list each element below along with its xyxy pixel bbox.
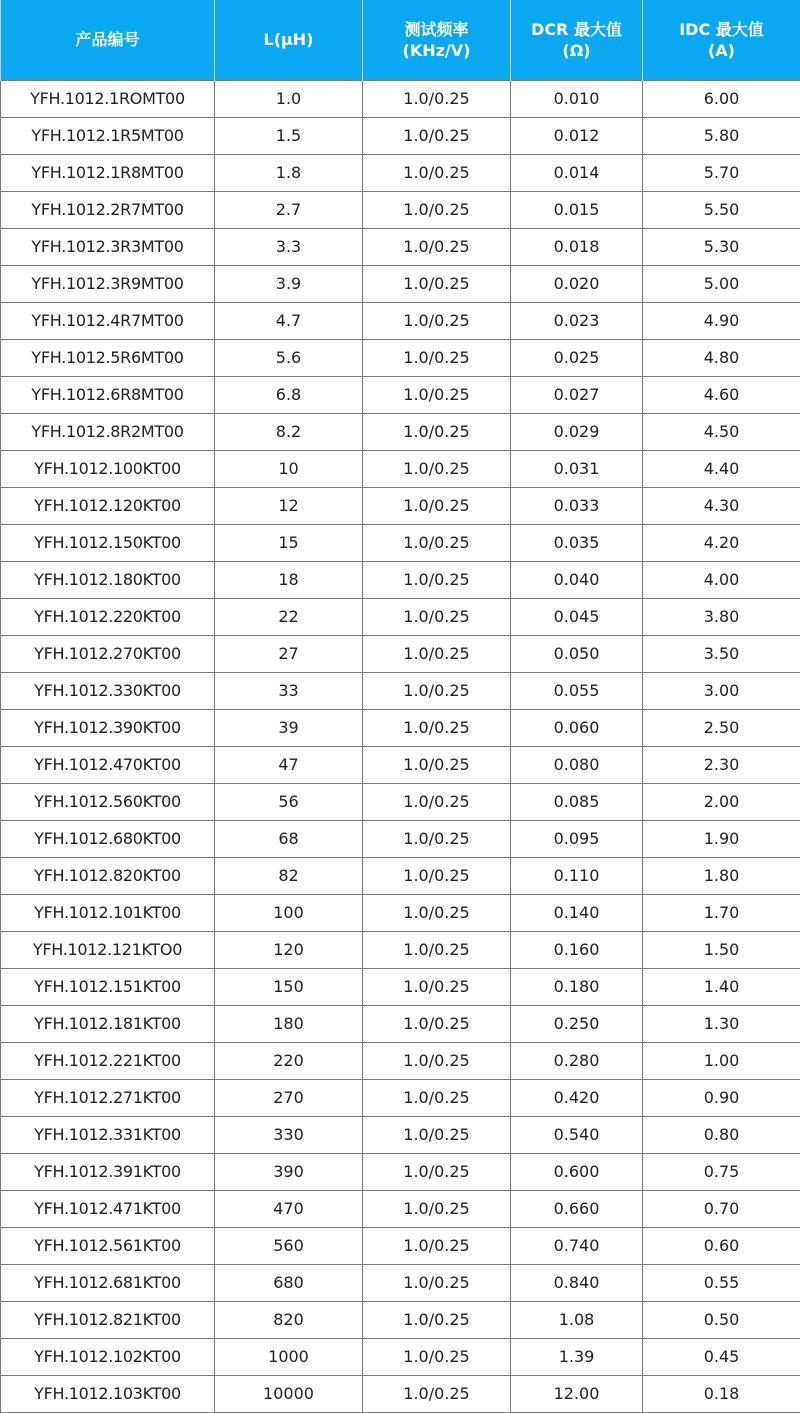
- dcr-max-cell: 0.420: [511, 1079, 643, 1116]
- inductance-cell: 15: [215, 524, 363, 561]
- test-frequency-cell: 1.0/0.25: [363, 968, 511, 1005]
- inductance-cell: 150: [215, 968, 363, 1005]
- table-row: [1, 154, 800, 191]
- dcr-max-cell: 0.010: [511, 80, 643, 117]
- inductance-cell: 470: [215, 1190, 363, 1227]
- idc-max-cell: 1.00: [643, 1042, 800, 1079]
- test-frequency-cell: 1.0/0.25: [363, 672, 511, 709]
- header-test-frequency: [363, 0, 511, 80]
- test-frequency-cell: 1.0/0.25: [363, 191, 511, 228]
- part-number-cell: YFH.1012.120KT00: [1, 487, 215, 524]
- idc-max-cell: 3.80: [643, 598, 800, 635]
- dcr-max-cell: 0.060: [511, 709, 643, 746]
- part-number-cell: YFH.1012.820KT00: [1, 857, 215, 894]
- part-number-cell: YFH.1012.561KT00: [1, 1227, 215, 1264]
- dcr-max-cell: 0.280: [511, 1042, 643, 1079]
- part-number-cell: YFH.1012.270KT00: [1, 635, 215, 672]
- inductance-cell: 47: [215, 746, 363, 783]
- test-frequency-cell: 1.0/0.25: [363, 1227, 511, 1264]
- table-row: [1, 820, 800, 857]
- table-row: [1, 1190, 800, 1227]
- table-row: [1, 1116, 800, 1153]
- part-number-cell: YFH.1012.151KT00: [1, 968, 215, 1005]
- dcr-max-cell: 0.055: [511, 672, 643, 709]
- dcr-max-cell: 0.035: [511, 524, 643, 561]
- test-frequency-cell: 1.0/0.25: [363, 783, 511, 820]
- table-header: [1, 0, 800, 80]
- header-dcr-max-label: DCR 最大值: [511, 19, 642, 40]
- inductance-cell: 10000: [215, 1375, 363, 1412]
- inductance-cell: 220: [215, 1042, 363, 1079]
- inductance-cell: 56: [215, 783, 363, 820]
- test-frequency-cell: 1.0/0.25: [363, 1190, 511, 1227]
- idc-max-cell: 1.90: [643, 820, 800, 857]
- idc-max-cell: 4.20: [643, 524, 800, 561]
- inductance-cell: 3.9: [215, 265, 363, 302]
- idc-max-cell: 4.80: [643, 339, 800, 376]
- idc-max-cell: 4.00: [643, 561, 800, 598]
- test-frequency-cell: 1.0/0.25: [363, 265, 511, 302]
- inductance-cell: 33: [215, 672, 363, 709]
- part-number-cell: YFH.1012.1R5MT00: [1, 117, 215, 154]
- table-row: [1, 117, 800, 154]
- part-number-cell: YFH.1012.180KT00: [1, 561, 215, 598]
- part-number-cell: YFH.1012.3R3MT00: [1, 228, 215, 265]
- idc-max-cell: 0.90: [643, 1079, 800, 1116]
- test-frequency-cell: 1.0/0.25: [363, 894, 511, 931]
- table-row: [1, 302, 800, 339]
- idc-max-cell: 0.60: [643, 1227, 800, 1264]
- dcr-max-cell: 0.160: [511, 931, 643, 968]
- dcr-max-cell: 0.029: [511, 413, 643, 450]
- inductance-cell: 18: [215, 561, 363, 598]
- idc-max-cell: 1.50: [643, 931, 800, 968]
- dcr-max-cell: 1.39: [511, 1338, 643, 1375]
- table-row: [1, 746, 800, 783]
- test-frequency-cell: 1.0/0.25: [363, 228, 511, 265]
- part-number-cell: YFH.1012.150KT00: [1, 524, 215, 561]
- part-number-cell: YFH.1012.6R8MT00: [1, 376, 215, 413]
- header-part-number: [1, 0, 215, 80]
- idc-max-cell: 5.00: [643, 265, 800, 302]
- dcr-max-cell: 0.015: [511, 191, 643, 228]
- inductance-cell: 22: [215, 598, 363, 635]
- part-number-cell: YFH.1012.330KT00: [1, 672, 215, 709]
- idc-max-cell: 4.50: [643, 413, 800, 450]
- part-number-cell: YFH.1012.821KT00: [1, 1301, 215, 1338]
- part-number-cell: YFH.1012.680KT00: [1, 820, 215, 857]
- test-frequency-cell: 1.0/0.25: [363, 413, 511, 450]
- dcr-max-cell: 0.110: [511, 857, 643, 894]
- header-part-number-label: 产品编号: [1, 29, 214, 50]
- test-frequency-cell: 1.0/0.25: [363, 635, 511, 672]
- table-row: [1, 265, 800, 302]
- idc-max-cell: 2.00: [643, 783, 800, 820]
- inductance-cell: 6.8: [215, 376, 363, 413]
- dcr-max-cell: 0.140: [511, 894, 643, 931]
- inductance-cell: 1.8: [215, 154, 363, 191]
- test-frequency-cell: 1.0/0.25: [363, 487, 511, 524]
- dcr-max-cell: 0.040: [511, 561, 643, 598]
- table-row: [1, 524, 800, 561]
- table-row: [1, 598, 800, 635]
- idc-max-cell: 5.70: [643, 154, 800, 191]
- dcr-max-cell: 0.025: [511, 339, 643, 376]
- test-frequency-cell: 1.0/0.25: [363, 450, 511, 487]
- table-row: [1, 1005, 800, 1042]
- part-number-cell: YFH.1012.271KT00: [1, 1079, 215, 1116]
- idc-max-cell: 4.60: [643, 376, 800, 413]
- idc-max-cell: 0.70: [643, 1190, 800, 1227]
- table-row: [1, 1375, 800, 1412]
- idc-max-cell: 5.30: [643, 228, 800, 265]
- table-row: [1, 857, 800, 894]
- part-number-cell: YFH.1012.100KT00: [1, 450, 215, 487]
- table-row: [1, 376, 800, 413]
- dcr-max-cell: 0.740: [511, 1227, 643, 1264]
- part-number-cell: YFH.1012.220KT00: [1, 598, 215, 635]
- dcr-max-cell: 0.027: [511, 376, 643, 413]
- inductance-cell: 3.3: [215, 228, 363, 265]
- part-number-cell: YFH.1012.560KT00: [1, 783, 215, 820]
- dcr-max-cell: 12.00: [511, 1375, 643, 1412]
- inductance-cell: 560: [215, 1227, 363, 1264]
- inductance-cell: 4.7: [215, 302, 363, 339]
- dcr-max-cell: 0.540: [511, 1116, 643, 1153]
- inductance-cell: 390: [215, 1153, 363, 1190]
- table-row: [1, 635, 800, 672]
- table-row: [1, 561, 800, 598]
- test-frequency-cell: 1.0/0.25: [363, 1042, 511, 1079]
- table-row: [1, 450, 800, 487]
- part-number-cell: YFH.1012.681KT00: [1, 1264, 215, 1301]
- header-idc-max: [643, 0, 800, 80]
- table-row: [1, 339, 800, 376]
- idc-max-cell: 6.00: [643, 80, 800, 117]
- dcr-max-cell: 0.018: [511, 228, 643, 265]
- dcr-max-cell: 0.023: [511, 302, 643, 339]
- inductance-cell: 5.6: [215, 339, 363, 376]
- inductance-cell: 120: [215, 931, 363, 968]
- test-frequency-cell: 1.0/0.25: [363, 746, 511, 783]
- dcr-max-cell: 0.050: [511, 635, 643, 672]
- part-number-cell: YFH.1012.331KT00: [1, 1116, 215, 1153]
- test-frequency-cell: 1.0/0.25: [363, 1301, 511, 1338]
- part-number-cell: YFH.1012.4R7MT00: [1, 302, 215, 339]
- inductance-cell: 180: [215, 1005, 363, 1042]
- test-frequency-cell: 1.0/0.25: [363, 1375, 511, 1412]
- part-number-cell: YFH.1012.8R2MT00: [1, 413, 215, 450]
- test-frequency-cell: 1.0/0.25: [363, 1116, 511, 1153]
- table-row: [1, 1264, 800, 1301]
- idc-max-cell: 1.70: [643, 894, 800, 931]
- part-number-cell: YFH.1012.471KT00: [1, 1190, 215, 1227]
- inductance-cell: 8.2: [215, 413, 363, 450]
- table-row: [1, 1301, 800, 1338]
- dcr-max-cell: 0.840: [511, 1264, 643, 1301]
- table-row: [1, 1153, 800, 1190]
- part-number-cell: YFH.1012.3R9MT00: [1, 265, 215, 302]
- test-frequency-cell: 1.0/0.25: [363, 339, 511, 376]
- header-row: [1, 0, 800, 80]
- table-row: [1, 191, 800, 228]
- part-number-cell: YFH.1012.1ROMT00: [1, 80, 215, 117]
- inductance-cell: 680: [215, 1264, 363, 1301]
- idc-max-cell: 5.80: [643, 117, 800, 154]
- header-inductance-label: L(μH): [215, 29, 362, 50]
- inductance-cell: 2.7: [215, 191, 363, 228]
- part-number-cell: YFH.1012.1R8MT00: [1, 154, 215, 191]
- test-frequency-cell: 1.0/0.25: [363, 80, 511, 117]
- idc-max-cell: 1.80: [643, 857, 800, 894]
- header-inductance: [215, 0, 363, 80]
- inductance-cell: 100: [215, 894, 363, 931]
- table-row: [1, 80, 800, 117]
- idc-max-cell: 3.50: [643, 635, 800, 672]
- part-number-cell: YFH.1012.181KT00: [1, 1005, 215, 1042]
- test-frequency-cell: 1.0/0.25: [363, 302, 511, 339]
- idc-max-cell: 2.30: [643, 746, 800, 783]
- table-row: [1, 1338, 800, 1375]
- test-frequency-cell: 1.0/0.25: [363, 117, 511, 154]
- dcr-max-cell: 0.095: [511, 820, 643, 857]
- inductance-cell: 330: [215, 1116, 363, 1153]
- idc-max-cell: 0.45: [643, 1338, 800, 1375]
- inductance-cell: 820: [215, 1301, 363, 1338]
- inductance-cell: 10: [215, 450, 363, 487]
- table-row: [1, 1227, 800, 1264]
- idc-max-cell: 0.75: [643, 1153, 800, 1190]
- table-row: [1, 487, 800, 524]
- test-frequency-cell: 1.0/0.25: [363, 931, 511, 968]
- dcr-max-cell: 0.600: [511, 1153, 643, 1190]
- table-row: [1, 783, 800, 820]
- inductance-cell: 27: [215, 635, 363, 672]
- test-frequency-cell: 1.0/0.25: [363, 1005, 511, 1042]
- idc-max-cell: 4.30: [643, 487, 800, 524]
- test-frequency-cell: 1.0/0.25: [363, 820, 511, 857]
- test-frequency-cell: 1.0/0.25: [363, 154, 511, 191]
- idc-max-cell: 4.90: [643, 302, 800, 339]
- dcr-max-cell: 0.020: [511, 265, 643, 302]
- inductance-cell: 82: [215, 857, 363, 894]
- idc-max-cell: 4.40: [643, 450, 800, 487]
- inductance-cell: 68: [215, 820, 363, 857]
- table-row: [1, 1042, 800, 1079]
- test-frequency-cell: 1.0/0.25: [363, 1153, 511, 1190]
- part-number-cell: YFH.1012.470KT00: [1, 746, 215, 783]
- test-frequency-cell: 1.0/0.25: [363, 598, 511, 635]
- idc-max-cell: 3.00: [643, 672, 800, 709]
- idc-max-cell: 1.30: [643, 1005, 800, 1042]
- part-number-cell: YFH.1012.102KT00: [1, 1338, 215, 1375]
- idc-max-cell: 0.18: [643, 1375, 800, 1412]
- part-number-cell: YFH.1012.221KT00: [1, 1042, 215, 1079]
- part-number-cell: YFH.1012.2R7MT00: [1, 191, 215, 228]
- idc-max-cell: 2.50: [643, 709, 800, 746]
- dcr-max-cell: 0.085: [511, 783, 643, 820]
- test-frequency-cell: 1.0/0.25: [363, 376, 511, 413]
- dcr-max-cell: 0.012: [511, 117, 643, 154]
- header-idc-max-label: IDC 最大值: [643, 19, 800, 40]
- part-number-cell: YFH.1012.103KT00: [1, 1375, 215, 1412]
- table-row: [1, 894, 800, 931]
- dcr-max-cell: 0.031: [511, 450, 643, 487]
- part-number-cell: YFH.1012.390KT00: [1, 709, 215, 746]
- table-row: [1, 413, 800, 450]
- dcr-max-cell: 0.080: [511, 746, 643, 783]
- test-frequency-cell: 1.0/0.25: [363, 857, 511, 894]
- part-number-cell: YFH.1012.121KTO0: [1, 931, 215, 968]
- header-dcr-max-unit: (Ω): [511, 40, 642, 61]
- table-row: [1, 968, 800, 1005]
- inductance-cell: 1000: [215, 1338, 363, 1375]
- dcr-max-cell: 0.660: [511, 1190, 643, 1227]
- dcr-max-cell: 0.033: [511, 487, 643, 524]
- table-row: [1, 709, 800, 746]
- test-frequency-cell: 1.0/0.25: [363, 561, 511, 598]
- header-test-frequency-unit: (KHz/V): [363, 40, 510, 61]
- dcr-max-cell: 1.08: [511, 1301, 643, 1338]
- header-test-frequency-label: 测试频率: [363, 19, 510, 40]
- part-number-cell: YFH.1012.391KT00: [1, 1153, 215, 1190]
- inductance-cell: 12: [215, 487, 363, 524]
- table-body: [1, 80, 800, 1412]
- dcr-max-cell: 0.250: [511, 1005, 643, 1042]
- dcr-max-cell: 0.045: [511, 598, 643, 635]
- dcr-max-cell: 0.180: [511, 968, 643, 1005]
- header-idc-max-unit: (A): [643, 40, 800, 61]
- test-frequency-cell: 1.0/0.25: [363, 1264, 511, 1301]
- table-row: [1, 672, 800, 709]
- table-row: [1, 931, 800, 968]
- test-frequency-cell: 1.0/0.25: [363, 1079, 511, 1116]
- header-dcr-max: [511, 0, 643, 80]
- test-frequency-cell: 1.0/0.25: [363, 1338, 511, 1375]
- idc-max-cell: 1.40: [643, 968, 800, 1005]
- idc-max-cell: 0.55: [643, 1264, 800, 1301]
- inductance-cell: 1.5: [215, 117, 363, 154]
- table-row: [1, 1079, 800, 1116]
- table-row: [1, 228, 800, 265]
- idc-max-cell: 0.80: [643, 1116, 800, 1153]
- idc-max-cell: 5.50: [643, 191, 800, 228]
- part-number-cell: YFH.1012.101KT00: [1, 894, 215, 931]
- dcr-max-cell: 0.014: [511, 154, 643, 191]
- idc-max-cell: 0.50: [643, 1301, 800, 1338]
- test-frequency-cell: 1.0/0.25: [363, 524, 511, 561]
- inductance-cell: 1.0: [215, 80, 363, 117]
- inductance-cell: 270: [215, 1079, 363, 1116]
- test-frequency-cell: 1.0/0.25: [363, 709, 511, 746]
- inductance-cell: 39: [215, 709, 363, 746]
- part-number-cell: YFH.1012.5R6MT00: [1, 339, 215, 376]
